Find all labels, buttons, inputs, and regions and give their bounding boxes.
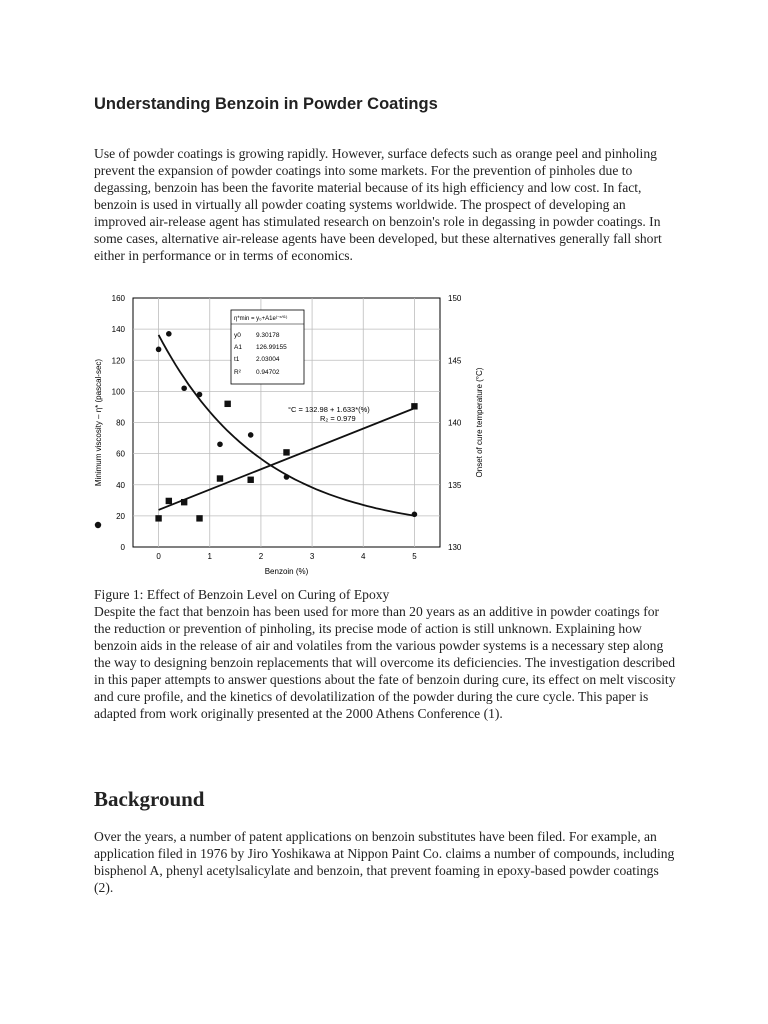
fit-param-key: t1 (234, 356, 240, 363)
circle-marker-icon (95, 522, 101, 528)
cure-temperature-point (224, 401, 230, 407)
fit-equation: $\eta*\min = y_0+A1e^{(-x/t1)}$ (234, 314, 288, 322)
benzoin-chart (88, 288, 508, 584)
viscosity-point (166, 331, 172, 337)
viscosity-point (284, 474, 290, 480)
x-axis-label: Benzoin (%) (264, 567, 309, 576)
y-axis-label-group (94, 359, 103, 529)
x-tick-label: 4 (361, 552, 366, 561)
y2-tick-label: 150 (448, 294, 462, 303)
x-tick-label: 1 (207, 552, 212, 561)
y2-tick-label: 140 (448, 418, 462, 428)
body-paragraph: Despite the fact that benzoin has been used for more than 20 years as an additive in powder coatings for the reduction or prevention of pinholing, its precise mode of action is still unknown. Explaining how benzoin aids in the release of air and volatiles from the various powder systems is a necessary step along the way to designing benzoin replacements that will overcome its deficiencies. The investigation described in this paper attempts to answer questions about the fate of benzoin during cure, its effect on melt viscosity and cure profile, and the kinetics of devolatilization of the powder during the cure cycle. This paper is adapted from work originally presented at the 2000 Athens Conference (1). (94, 604, 676, 721)
figure-caption: Figure 1: Effect of Benzoin Level on Curing of Epoxy (94, 587, 390, 602)
fit-param-key: y0 (234, 332, 241, 339)
viscosity-point (181, 385, 187, 391)
viscosity-point (412, 512, 418, 518)
y-tick-label: 140 (111, 325, 125, 335)
cure-temperature-point (283, 449, 289, 455)
fit-param-value: 0.94702 (256, 369, 280, 376)
cure-temperature-point (217, 475, 223, 481)
y2-axis-label: Onset of cure temperature (°C) (475, 367, 484, 478)
y2-tick-label: 130 (448, 543, 462, 552)
y2-tick-label: 145 (448, 356, 462, 366)
y-tick-label: 60 (116, 449, 125, 459)
cure-temperature-point (155, 515, 161, 521)
y-tick-label: 40 (116, 480, 125, 490)
fit-parameters-box (231, 310, 304, 384)
linear-fit-r2: R₂ = 0.979 (320, 414, 356, 423)
viscosity-point (248, 432, 254, 438)
cure-temperature-point (166, 498, 172, 504)
y-tick-label: 160 (111, 294, 125, 303)
x-tick-label: 3 (309, 552, 315, 561)
y-tick-label: 120 (111, 356, 125, 366)
y2-axis-ticks (448, 294, 462, 552)
cure-temperature-point (196, 515, 202, 521)
intro-paragraph: Use of powder coatings is growing rapidly. However, surface defects such as orange peel and pinholing prevent the expansion of powder coatings into some markets. For the prevention of pinholes due to degassing, benzoin has been the favorite material because of its high efficiency and low cost. In fact, benzoin is used in virtually all powder coating systems worldwide. The prospect of developing an improved air-release agent has stimulated research on benzoin's role in degassing in powder coatings. In some cases, alternative air-release agents have been developed, but these alternatives generally fall short either in performance or in terms of economics. (94, 146, 662, 263)
body-paragraph: Over the years, a number of patent applications on benzoin substitutes have been filed. For example, an application filed in 1976 by Jiro Yoshikawa at Nippon Paint Co. claims a number of compounds, including bisphenol A, phenyl acetylsalicylate and benzoin, that prevent foaming in epoxy-based powder coatings (2). (94, 829, 675, 895)
x-tick-label: 5 (412, 552, 417, 561)
cure-temperature-point (181, 499, 187, 505)
y-axis-label: Minimum viscosity – η* (pascal-sec) (94, 358, 103, 487)
viscosity-point (197, 392, 203, 398)
cure-temperature-point (411, 403, 417, 409)
section-heading: Background (94, 787, 205, 811)
linear-fit-equation: °C = 132.98 + 1.633*(%) (288, 405, 370, 414)
y-tick-label: 20 (116, 511, 125, 521)
x-tick-label: 2 (258, 552, 264, 561)
x-tick-label: 0 (156, 552, 161, 561)
y-tick-label: 80 (116, 418, 125, 428)
page-title: Understanding Benzoin in Powder Coatings (94, 95, 438, 113)
viscosity-point (156, 347, 162, 353)
fit-param-value: 9.30178 (256, 332, 280, 339)
viscosity-point (217, 441, 223, 447)
fit-param-key: A1 (234, 344, 242, 351)
y-axis-ticks (112, 294, 126, 552)
x-axis-ticks (156, 552, 417, 561)
y2-tick-label: 135 (448, 480, 462, 490)
fit-param-value: 126.99155 (256, 344, 287, 351)
fit-param-value: 2.03004 (256, 356, 280, 363)
cure-temperature-point (247, 477, 253, 483)
y-tick-label: 100 (111, 387, 125, 397)
fit-param-key: R² (234, 369, 241, 376)
y-tick-label: 0 (120, 543, 125, 552)
